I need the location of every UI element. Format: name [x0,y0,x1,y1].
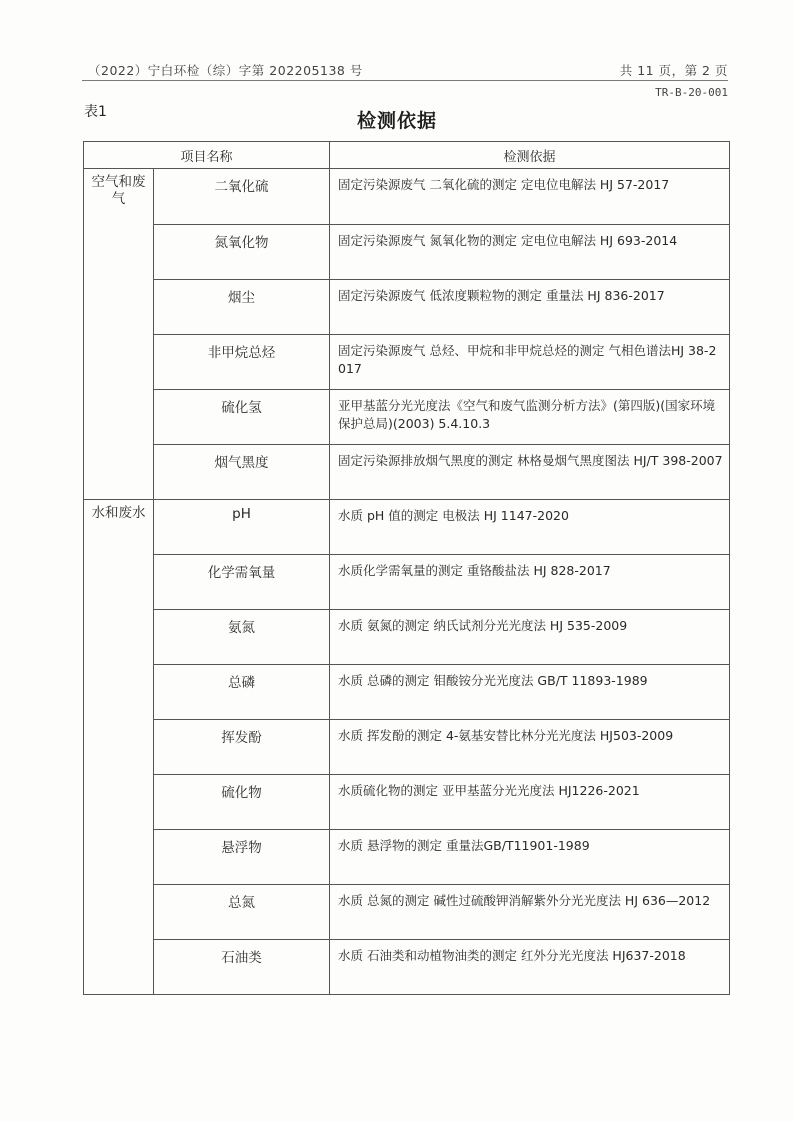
basis-cell: 水质化学需氧量的测定 重铬酸盐法 HJ 828-2017 [330,555,730,610]
item-name-cell: 硫化氢 [154,390,330,445]
doc-code: TR-B-20-001 [655,86,728,99]
item-name-cell: 总磷 [154,665,330,720]
table-row [84,610,730,665]
item-name-cell: 悬浮物 [154,830,330,885]
column-header-basis: 检测依据 [330,142,730,169]
item-name-cell: pH [154,500,330,555]
basis-cell: 水质硫化物的测定 亚甲基蓝分光光度法 HJ1226-2021 [330,775,730,830]
table-row [84,169,730,225]
item-name-cell: 烟气黑度 [154,445,330,500]
table-row [84,885,730,940]
table-row [84,500,730,555]
basis-cell: 固定污染源排放烟气黑度的测定 林格曼烟气黑度图法 HJ/T 398-2007 [330,445,730,500]
item-name-cell: 总氮 [154,885,330,940]
header-rule [82,80,728,81]
table-row [84,390,730,445]
item-name-cell: 氨氮 [154,610,330,665]
item-name-cell: 烟尘 [154,280,330,335]
item-name-cell: 石油类 [154,940,330,995]
column-header-item-name: 项目名称 [84,142,330,169]
basis-cell: 水质 pH 值的测定 电极法 HJ 1147-2020 [330,500,730,555]
basis-cell: 水质 挥发酚的测定 4-氨基安替比林分光光度法 HJ503-2009 [330,720,730,775]
table-row [84,335,730,390]
basis-cell: 水质 悬浮物的测定 重量法GB/T11901-1989 [330,830,730,885]
category-cell: 空气和废气 [84,169,154,500]
item-name-cell: 二氧化硫 [154,169,330,225]
table-row [84,720,730,775]
item-name-cell: 挥发酚 [154,720,330,775]
page-title: 检测依据 [356,110,437,132]
basis-cell: 水质 石油类和动植物油类的测定 红外分光光度法 HJ637-2018 [330,940,730,995]
report-number: （2022）宁白环检（综）字第 202205138 号 [88,63,363,78]
basis-cell: 水质 氨氮的测定 纳氏试剂分光光度法 HJ 535-2009 [330,610,730,665]
table-row [84,225,730,280]
basis-cell: 亚甲基蓝分光光度法《空气和废气监测分析方法》(第四版)(国家环境保护总局)(2003) 5.4.10.3 [330,390,730,445]
basis-cell: 固定污染源废气 氮氧化物的测定 定电位电解法 HJ 693-2014 [330,225,730,280]
item-name-cell: 化学需氧量 [154,555,330,610]
category-cell: 水和废水 [84,500,154,995]
table-row [84,280,730,335]
table-row [84,775,730,830]
table-row [84,555,730,610]
basis-cell: 固定污染源废气 低浓度颗粒物的测定 重量法 HJ 836-2017 [330,280,730,335]
page-info: 共 11 页，第 2 页 [619,63,728,78]
table-row [84,940,730,995]
item-name-cell: 硫化物 [154,775,330,830]
test-basis-table [83,141,730,995]
basis-cell: 水质 总氮的测定 碱性过硫酸钾消解紫外分光光度法 HJ 636—2012 [330,885,730,940]
table-row [84,445,730,500]
table-row [84,665,730,720]
item-name-cell: 非甲烷总烃 [154,335,330,390]
table-label: 表1 [84,104,107,120]
table-header-row [84,142,730,169]
basis-cell: 固定污染源废气 总烃、甲烷和非甲烷总烃的测定 气相色谱法HJ 38-2017 [330,335,730,390]
basis-cell: 固定污染源废气 二氧化硫的测定 定电位电解法 HJ 57-2017 [330,169,730,225]
basis-cell: 水质 总磷的测定 钼酸铵分光光度法 GB/T 11893-1989 [330,665,730,720]
table-row [84,830,730,885]
item-name-cell: 氮氧化物 [154,225,330,280]
